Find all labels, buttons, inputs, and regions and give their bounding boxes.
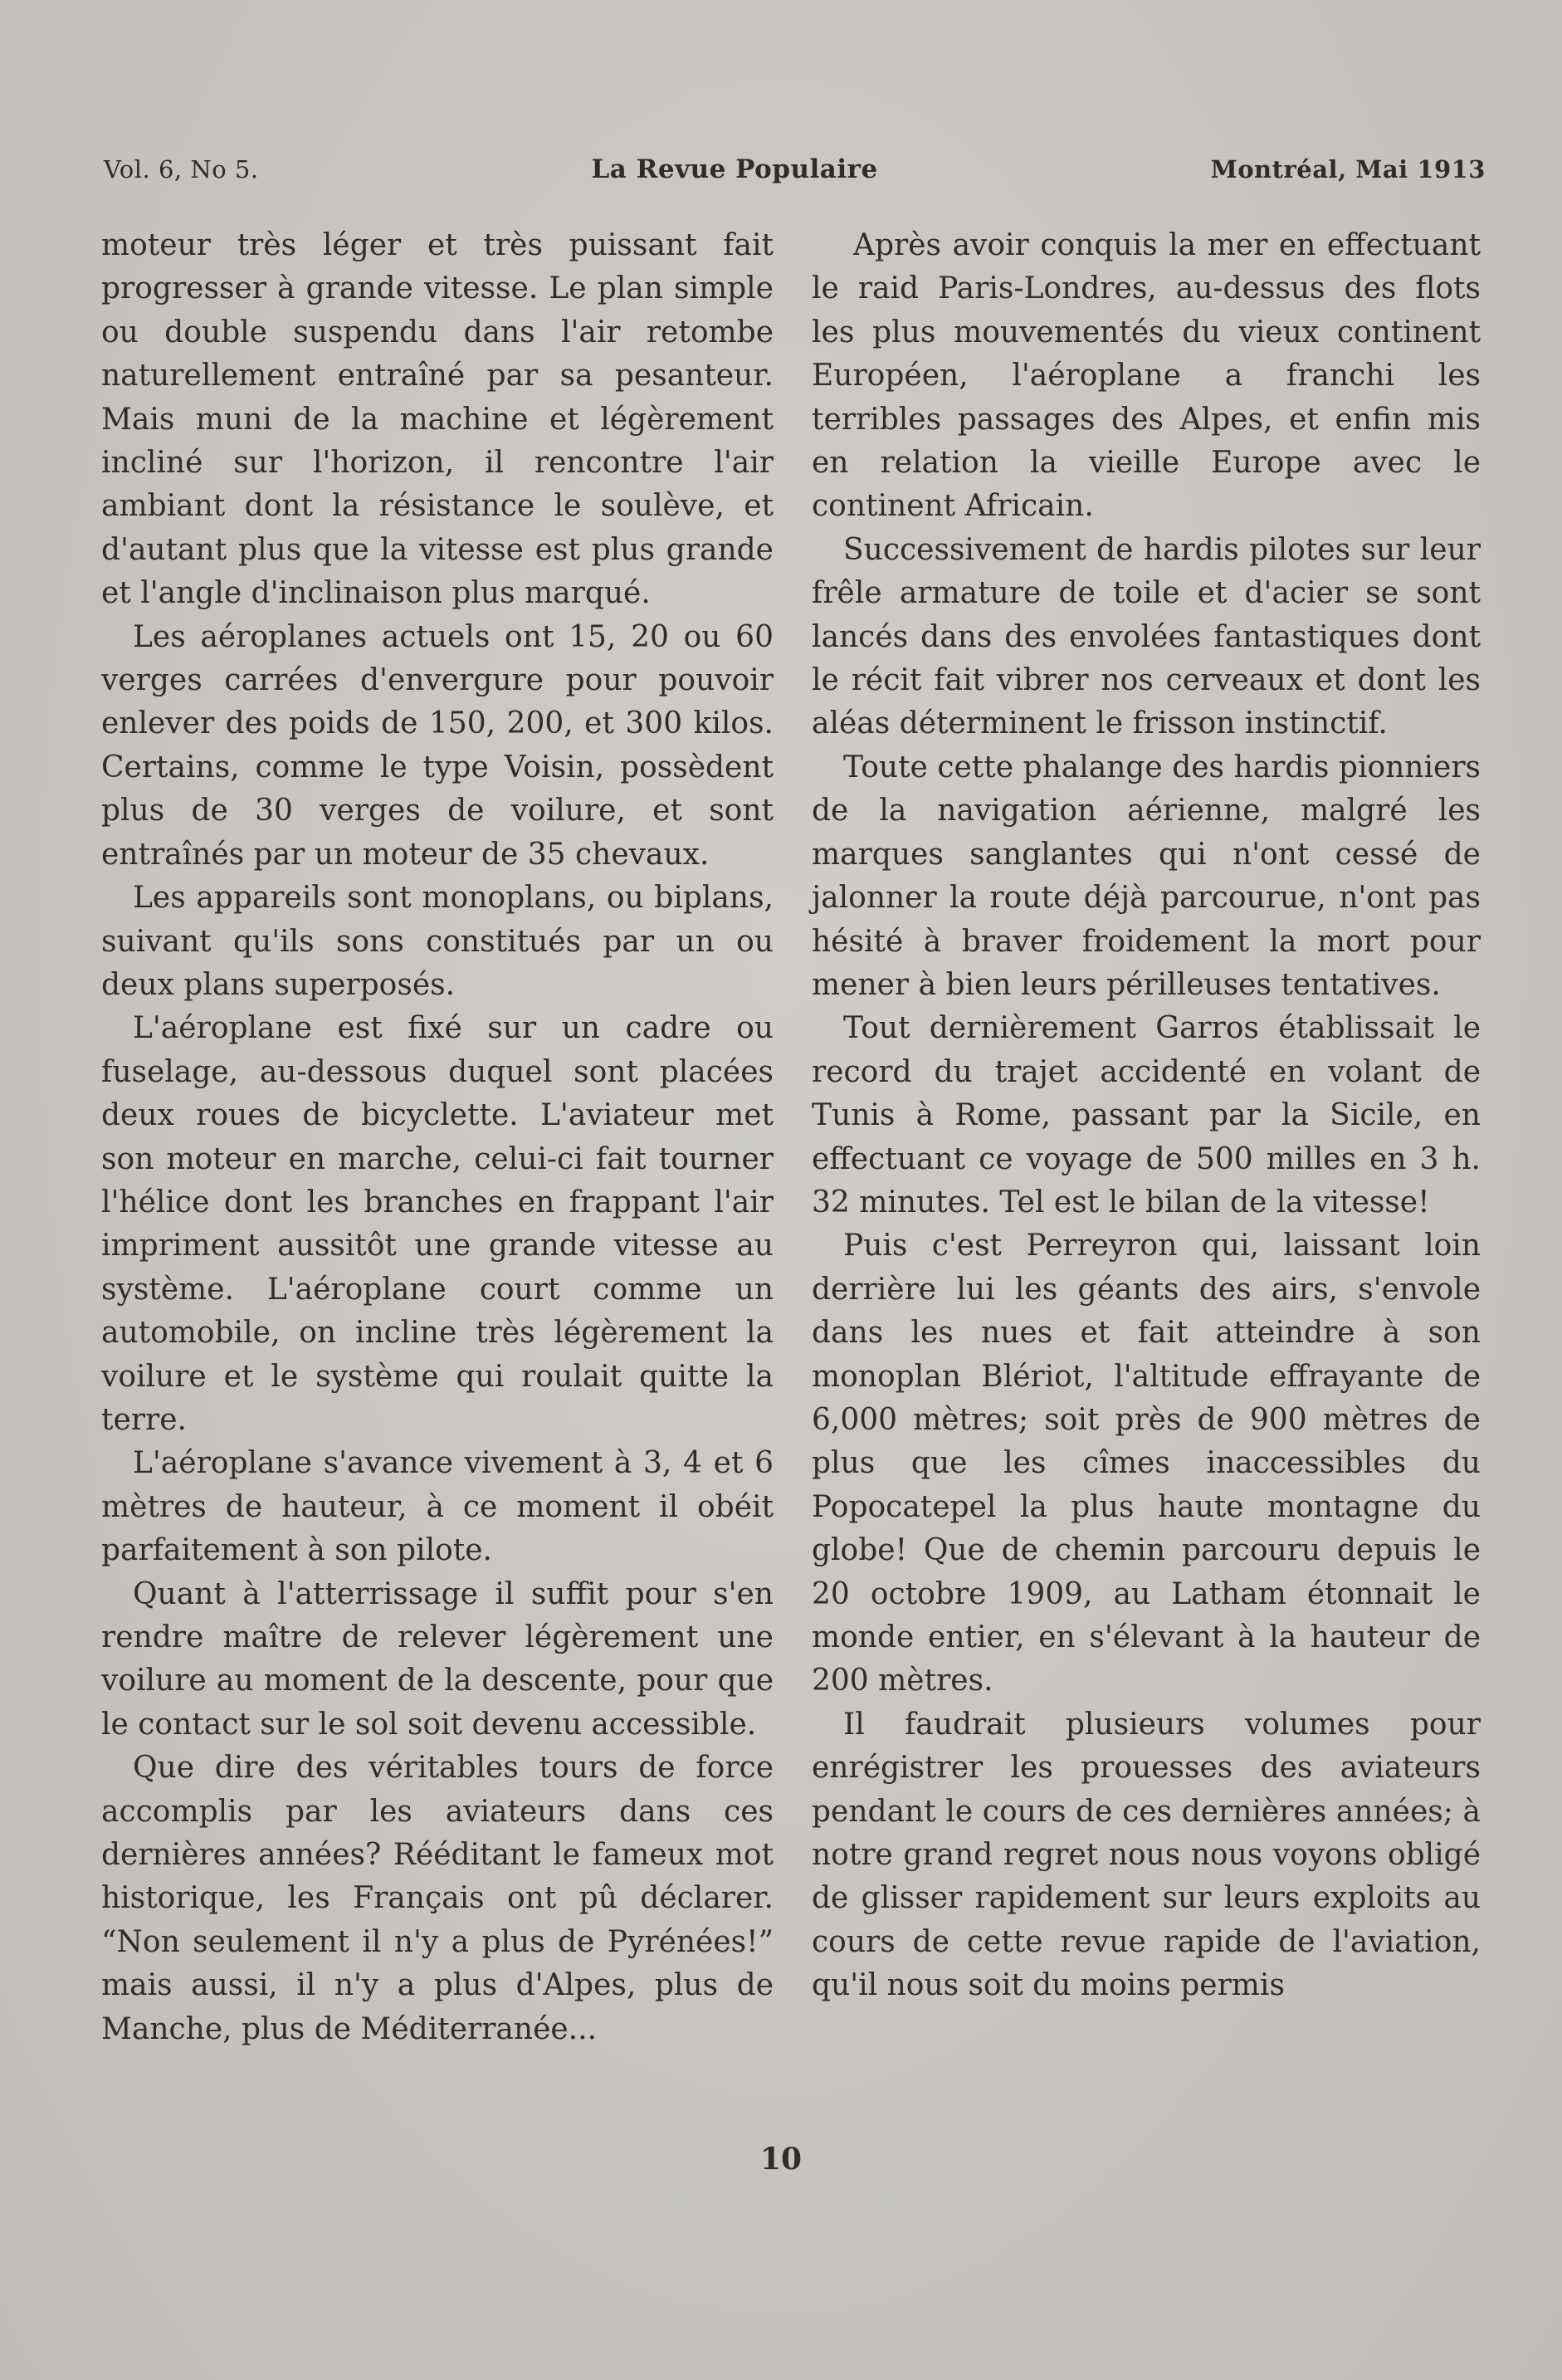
paragraph: L'aéroplane est fixé sur un cadre ou fuselage, au-dessous duquel sont placées deux roues de bicyclette. L'aviateur met son moteur en marche, celui-ci fait tourner l'hélice dont les branches en frappant l'air impriment aussitôt une grande vitesse au système. L'aéroplane court comme un automobile, on incline très légèrement la voilure et le système qui roulait quitte la terre. xyxy=(101,1011,774,1437)
paragraph: Il faudrait plusieurs volumes pour enrégistrer les prouesses des aviateurs pendant le cours de ces dernières années; à notre grand regret nous nous voyons obligé de glisser rapidement sur leurs exploits au cours de cette revue rapide de l'aviation, qu'il nous soit du moins permis xyxy=(812,1707,1481,2003)
volume-number: Vol. 6, No 5. xyxy=(104,155,259,183)
paragraph: moteur très léger et très puissant fait progresser à grande vitesse. Le plan simple ou double suspendu dans l'air retombe naturellement entraîné par sa pesanteur. Mais muni de la machine et légèrement incliné sur l'horizon, il rencontre l'air ambiant dont la résistance le soulève, et d'autant plus que la vitesse est plus grande et l'angle d'inclinaison plus marqué. xyxy=(101,228,774,611)
paragraph: Que dire des véritables tours de force accomplis par les aviateurs dans ces dernières années? Rééditant le fameux mot historique, les Français ont pû déclarer. “Non seulement il n'y a plus de Pyrénées!” mais aussi, il n'y a plus d'Alpes, plus de Manche, plus de Méditerranée... xyxy=(101,1751,774,2046)
paragraph: Après avoir conquis la mer en effectuant le raid Paris-Londres, au-dessus des flots les plus mouvementés du vieux continent Européen, l'aéroplane a franchi les terribles passages des Alpes, et enfin mis en relation la vieille Europe avec le continent Africain. xyxy=(812,228,1481,524)
paragraph: Les aéroplanes actuels ont 15, 20 ou 60 verges carrées d'envergure pour pouvoir enlever des poids de 150, 200, et 300 kilos. Certains, comme le type Voisin, possèdent plus de 30 verges de voilure, et sont entraînés par un moteur de 35 chevaux. xyxy=(101,619,774,872)
paragraph: Tout dernièrement Garros établissait le record du trajet accidenté en volant de Tunis à Rome, passant par la Sicile, en effectuant ce voyage de 500 milles en 3 h. 32 minutes. Tel est le bilan de la vitesse! xyxy=(812,1011,1481,1219)
paragraph: Les appareils sont monoplans, ou biplans, suivant qu'ils sons constitués par un ou deux plans superposés. xyxy=(101,881,774,1002)
running-header xyxy=(104,154,1486,191)
page-number: 10 xyxy=(759,2142,803,2177)
journal-title: La Revue Populaire xyxy=(591,154,878,184)
place-date: Montréal, Mai 1913 xyxy=(1210,155,1486,183)
paragraph: Toute cette phalange des hardis pionniers de la navigation aérienne, malgré les marques sanglantes qui n'ont cessé de jalonner la route déjà parcourue, n'ont pas hésité à braver froidement la mort pour mener à bien leurs périlleuses tentatives. xyxy=(812,750,1481,1002)
paragraph: Quant à l'atterrissage il suffit pour s'en rendre maître de relever légèrement une voilure au moment de la descente, pour que le contact sur le sol soit devenu accessible. xyxy=(101,1576,774,1742)
paragraph: Successivement de hardis pilotes sur leur frêle armature de toile et d'acier se sont lancés dans des envolées fantastiques dont le récit fait vibrer nos cerveaux et dont les aléas déterminent le frisson instinctif. xyxy=(812,532,1481,741)
paragraph: L'aéroplane s'avance vivement à 3, 4 et 6 mètres de hauteur, à ce moment il obéit parfaitement à son pilote. xyxy=(101,1446,774,1568)
left-column xyxy=(101,224,774,2051)
right-column xyxy=(812,224,1481,2008)
paragraph: Puis c'est Perreyron qui, laissant loin derrière lui les géants des airs, s'envole dans les nues et fait atteindre à son monoplan Blériot, l'altitude effrayante de 6,000 mètres; soit près de 900 mètres de plus que les cîmes inaccessibles du Popocatepel la plus haute montagne du globe! Que de chemin parcouru depuis le 20 octobre 1909, au Latham étonnait le monde entier, en s'élevant à la hauteur de 200 mètres. xyxy=(812,1229,1481,1698)
